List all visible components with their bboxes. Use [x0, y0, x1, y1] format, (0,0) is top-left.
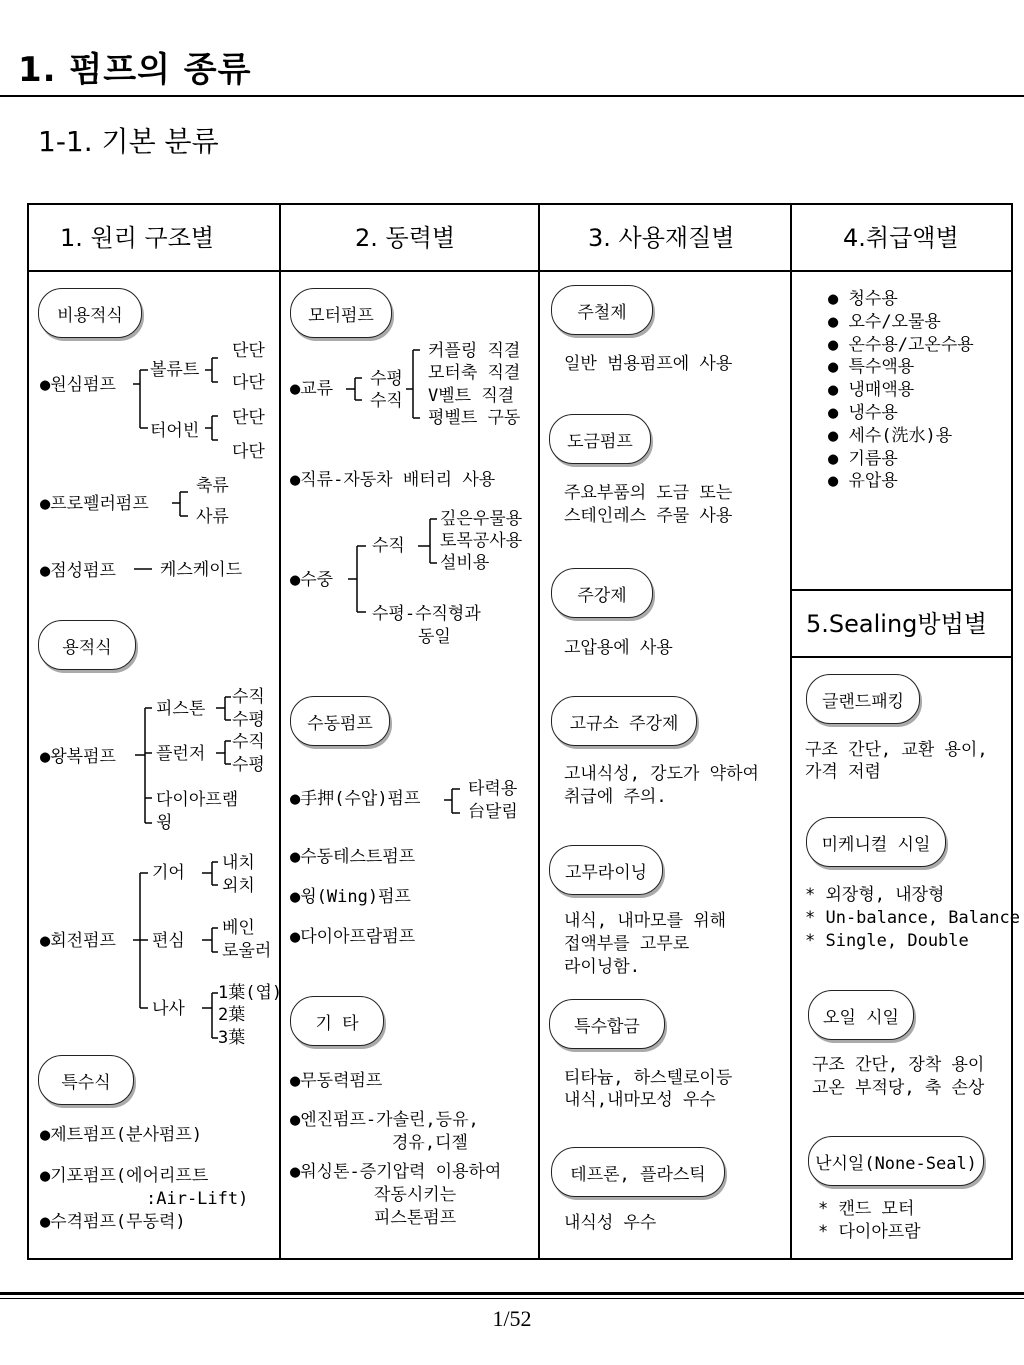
alloy-desc-1: 티타늄, 하스텔로이등: [564, 1068, 733, 1088]
mixed-flow: 사류: [196, 507, 229, 527]
roller: 로울러: [222, 941, 272, 961]
gland-desc-1: 구조 간단, 교환 용이,: [805, 740, 988, 760]
submersible: ●수중: [290, 570, 334, 590]
pill-high-silicon: 고규소 주강제: [551, 696, 697, 746]
leaf-3: 3葉: [218, 1028, 246, 1048]
section-title: 1-1. 기본 분류: [38, 125, 219, 158]
seal-less-item: * 캔드 모터: [818, 1199, 915, 1219]
alloy-desc-2: 내식,내마모성 우수: [564, 1090, 716, 1110]
rubber-desc-3: 라이닝함.: [564, 957, 640, 977]
washington-pump-3: 피스톤펌프: [374, 1208, 457, 1228]
airlift-pump-1: ●기포펌프(에어리프트: [40, 1166, 209, 1186]
pill-cast-steel: 주강제: [551, 568, 653, 618]
submersible-horizontal-2: 동일: [418, 627, 451, 647]
liquid-item: ● 기름용: [828, 448, 898, 469]
liquid-item: ● 냉매액용: [828, 380, 915, 401]
teflon-desc: 내식성 우수: [564, 1213, 657, 1233]
pill-non-positive: 비용적식: [38, 288, 142, 338]
vane: 베인: [222, 918, 255, 938]
unpowered-pump: ●무동력펌프: [290, 1071, 383, 1091]
liquid-list: [828, 288, 974, 493]
pill-plated: 도금펌프: [549, 414, 651, 464]
mech-desc-item: * Single, Double: [805, 931, 969, 951]
pill-mechanical-seal: 미케니컬 시일: [806, 817, 946, 867]
rubber-desc-2: 접액부를 고무로: [564, 934, 690, 954]
engine-pump-2: 경유,디젤: [392, 1133, 468, 1153]
pill-cast-iron: 주철제: [551, 285, 653, 335]
ac-vertical: 수직: [370, 391, 403, 411]
cast-iron-desc: 일반 범용펌프에 사용: [564, 354, 733, 374]
dc-power: ●직류-자동차 배터리 사용: [290, 470, 496, 490]
header-sealing: 5.Sealing방법별: [806, 610, 987, 638]
diaphragm-1: 다이아프램: [156, 790, 239, 810]
leaf-1: 1葉(엽): [218, 983, 283, 1003]
cascade: 케스케이드: [160, 560, 243, 580]
pill-manual: 수동펌프: [290, 696, 390, 746]
mech-desc-list: [805, 884, 1020, 953]
oil-desc-2: 고온 부적당, 축 손상: [812, 1078, 985, 1098]
screw: 나사: [152, 999, 185, 1019]
strike-type: 타력용: [468, 779, 518, 799]
ac-power: ●교류: [290, 379, 334, 399]
equipment: 설비용: [440, 553, 490, 573]
pill-teflon-plastic: 테프론, 플라스틱: [551, 1147, 725, 1197]
pill-special-alloy: 특수합금: [549, 999, 665, 1049]
motor-shaft-direct: 모터축 직결: [428, 363, 521, 383]
submersible-horizontal-1: 수평-수직형과: [372, 604, 481, 624]
liquid-item: ● 특수액용: [828, 357, 915, 378]
piston-vertical: 수직: [232, 687, 265, 707]
diaphragm-pump: ●다이아프람펌프: [290, 927, 416, 947]
liquid-item: ● 청수용: [828, 289, 898, 309]
liquid-item: ● 유압용: [828, 471, 898, 492]
axial-flow: 축류: [196, 476, 229, 496]
turbine: 터어빈: [150, 421, 200, 441]
header-material: 3. 사용재질별: [588, 224, 735, 252]
leaf-2: 2葉: [218, 1005, 246, 1025]
plunger: 플런저: [156, 744, 206, 764]
cart-type: 台달림: [468, 802, 518, 822]
propeller-pump: ●프로펠러펌프: [40, 494, 149, 514]
single-stage-2: 단단: [232, 408, 265, 428]
liquid-item: ● 오수/오물용: [828, 311, 941, 332]
ac-horizontal: 수평: [370, 369, 403, 389]
high-silicon-desc-1: 고내식성, 강도가 약하여: [564, 764, 759, 784]
diaphragm-2: 윙: [156, 813, 173, 833]
pill-positive: 용적식: [38, 620, 136, 670]
liquid-item: ● 냉수용: [828, 402, 898, 423]
cast-steel-desc: 고압용에 사용: [564, 638, 673, 658]
submersible-vertical: 수직: [372, 536, 405, 556]
pill-oil-seal: 오일 시일: [808, 990, 914, 1040]
header-principle: 1. 원리 구조별: [60, 224, 215, 252]
washington-pump-1: ●워싱톤-증기압력 이용하여: [290, 1162, 502, 1182]
pill-special: 특수식: [38, 1055, 134, 1105]
hand-pump: ●手押(수압)펌프: [290, 789, 421, 809]
page-number: 1/52: [492, 1306, 532, 1331]
gear-internal: 내치: [222, 853, 255, 873]
gear: 기어: [152, 863, 185, 883]
ram-pump: ●수격펌프(무동력): [40, 1212, 186, 1232]
flat-belt-drive: 평벨트 구동: [428, 408, 521, 428]
header-liquid: 4.취급액별: [843, 224, 959, 252]
multi-stage-1: 다단: [232, 373, 265, 393]
wing-pump: ●윙(Wing)펌프: [290, 887, 411, 907]
airlift-pump-2: :Air-Lift): [146, 1189, 249, 1209]
gear-external: 외치: [222, 876, 255, 896]
high-silicon-desc-2: 취급에 주의.: [564, 787, 667, 807]
footer-rule-bottom: [0, 1298, 1024, 1299]
single-stage-1: 단단: [232, 341, 265, 361]
jet-pump: ●제트펌프(분사펌프): [40, 1125, 203, 1145]
engine-pump-1: ●엔진펌프-가솔린,등유,: [290, 1110, 479, 1130]
centrifugal-pump: ●원심펌프: [40, 375, 116, 395]
footer-rule-top: [0, 1292, 1024, 1295]
liquid-item: ● 온수용/고온수용: [828, 334, 974, 355]
plated-desc-1: 주요부품의 도금 또는: [564, 483, 733, 503]
pill-motor: 모터펌프: [290, 288, 392, 338]
mech-desc-item: * 외장형, 내장형: [805, 885, 945, 905]
civil-works: 토목공사용: [440, 531, 523, 551]
oil-desc-1: 구조 간단, 장착 용이: [812, 1055, 985, 1075]
seal-less-list: [818, 1198, 921, 1244]
liquid-item: ● 세수(洗水)용: [828, 425, 953, 446]
manual-test-pump: ●수동테스트펌프: [290, 847, 416, 867]
seal-less-item: * 다이아프람: [818, 1222, 921, 1242]
viscous-pump: ●점성펌프: [40, 561, 116, 581]
mech-desc-item: * Un-balance, Balance: [805, 908, 1020, 928]
page-title: 1. 펌프의 종류: [18, 50, 252, 90]
piston: 피스톤: [156, 699, 206, 719]
coupling-direct: 커플링 직결: [428, 341, 521, 361]
pill-rubber-lining: 고무라이닝: [549, 845, 663, 895]
v-belt-direct: V벨트 직결: [428, 386, 515, 406]
plated-desc-2: 스테인레스 주물 사용: [564, 506, 733, 526]
pill-etc: 기 타: [290, 996, 384, 1046]
eccentric: 편심: [152, 931, 185, 951]
pill-gland-packing: 글랜드패킹: [806, 674, 920, 724]
deep-well: 깊은우물용: [440, 509, 523, 529]
piston-horizontal: 수평: [232, 710, 265, 730]
reciprocating-pump: ●왕복펌프: [40, 747, 116, 767]
gland-desc-2: 가격 저렴: [805, 762, 881, 782]
volute: 볼류트: [150, 360, 200, 380]
header-power: 2. 동력별: [355, 224, 456, 252]
plunger-horizontal: 수평: [232, 755, 265, 775]
washington-pump-2: 작동시키는: [374, 1185, 457, 1205]
rotary-pump: ●회전펌프: [40, 931, 116, 951]
plunger-vertical: 수직: [232, 732, 265, 752]
pill-seal-less: 난시일(None-Seal): [808, 1136, 984, 1186]
multi-stage-2: 다단: [232, 442, 265, 462]
rubber-desc-1: 내식, 내마모를 위해: [564, 911, 727, 931]
